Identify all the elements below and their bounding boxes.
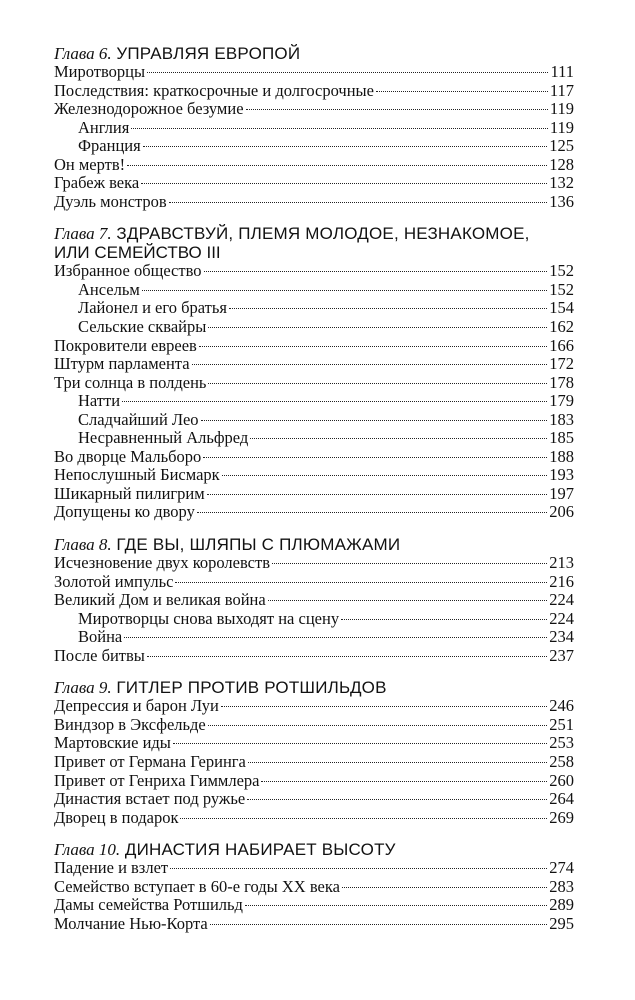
dot-leader xyxy=(229,308,547,309)
page-number: 119 xyxy=(549,117,574,137)
page-number: 132 xyxy=(549,173,574,193)
dot-leader xyxy=(208,725,548,726)
page-number: 274 xyxy=(549,858,574,878)
dot-leader xyxy=(222,475,548,476)
toc-subentry[interactable] xyxy=(54,392,574,411)
toc-entry[interactable] xyxy=(54,772,574,791)
chapter-heading xyxy=(54,44,574,63)
page-number: 188 xyxy=(549,446,574,466)
toc-entry[interactable] xyxy=(54,859,574,878)
toc-entry[interactable] xyxy=(54,448,574,467)
dot-leader xyxy=(210,924,548,925)
entry-title: Виндзор в Эксфельде xyxy=(54,714,206,734)
entry-title: Дамы семейства Ротшильд xyxy=(54,895,243,915)
toc-entry[interactable] xyxy=(54,466,574,485)
entry-title: Непослушный Бисмарк xyxy=(54,465,220,485)
chapter-title: ДИНАСТИЯ НАБИРАЕТ ВЫСОТУ xyxy=(124,840,396,860)
page-number: 224 xyxy=(549,590,574,610)
chapter-heading xyxy=(54,224,574,243)
chapter-section xyxy=(54,224,574,522)
chapter-title-continued: ИЛИ СЕМЕЙСТВО III xyxy=(54,243,221,263)
entry-title: Дворец в подарок xyxy=(54,807,179,827)
toc-subentry[interactable] xyxy=(54,610,574,629)
page-number: 154 xyxy=(549,298,574,318)
chapter-title: УПРАВЛЯЯ ЕВРОПОЙ xyxy=(116,44,301,63)
page-number: 136 xyxy=(549,191,574,211)
entry-title: Сельские сквайры xyxy=(78,317,207,337)
page-number: 283 xyxy=(549,876,574,896)
page-number: 111 xyxy=(550,62,574,81)
dot-leader xyxy=(376,91,548,92)
toc-entry[interactable] xyxy=(54,790,574,809)
dot-leader xyxy=(261,781,547,782)
toc-subentry[interactable] xyxy=(54,429,574,448)
page-number: 183 xyxy=(549,409,574,429)
page-number: 206 xyxy=(549,502,574,522)
toc-entry[interactable] xyxy=(54,647,574,666)
dot-leader xyxy=(131,128,548,129)
dot-leader xyxy=(170,868,547,869)
entry-title: Дуэль монстров xyxy=(54,191,167,211)
entry-title: Шикарный пилигрим xyxy=(54,483,205,503)
toc-subentry[interactable] xyxy=(54,119,574,138)
toc-entry[interactable] xyxy=(54,573,574,592)
page-number: 224 xyxy=(549,608,574,628)
page-number: 166 xyxy=(549,335,574,355)
dot-leader xyxy=(203,457,547,458)
toc-entry[interactable] xyxy=(54,716,574,735)
chapter-label: Глава 9. xyxy=(54,678,112,698)
entry-title: Война xyxy=(78,627,123,647)
entry-title: Натти xyxy=(78,391,121,411)
page-number: 251 xyxy=(549,714,574,734)
toc-subentry[interactable] xyxy=(54,318,574,337)
toc-entry[interactable] xyxy=(54,809,574,828)
dot-leader xyxy=(141,183,547,184)
dot-leader xyxy=(192,364,548,365)
page-number: 197 xyxy=(549,483,574,503)
entry-title: Во дворце Мальборо xyxy=(54,446,202,466)
entry-title: Англия xyxy=(78,117,130,137)
entry-title: Штурм парламента xyxy=(54,354,190,374)
page-number: 178 xyxy=(549,372,574,392)
entry-title: Великий Дом и великая война xyxy=(54,590,266,610)
toc-entry[interactable] xyxy=(54,374,574,393)
dot-leader xyxy=(247,799,547,800)
entry-title: Династия встает под ружье xyxy=(54,789,246,809)
page-number: 216 xyxy=(549,571,574,591)
dot-leader xyxy=(180,818,547,819)
dot-leader xyxy=(221,706,547,707)
entry-title: Он мертв! xyxy=(54,154,126,174)
entry-title: Покровители евреев xyxy=(54,335,197,355)
chapter-section xyxy=(54,840,574,933)
chapter-label: Глава 6. xyxy=(54,44,112,63)
entry-title: Падение и взлет xyxy=(54,858,169,878)
toc-subentry[interactable] xyxy=(54,281,574,300)
page-number: 128 xyxy=(549,154,574,174)
page-number: 185 xyxy=(549,428,574,448)
chapter-title: ГИТЛЕР ПРОТИВ РОТШИЛЬДОВ xyxy=(116,678,387,698)
page-number: 193 xyxy=(549,465,574,485)
page-number: 246 xyxy=(549,696,574,716)
page-number: 269 xyxy=(549,807,574,827)
page-number: 258 xyxy=(549,751,574,771)
table-of-contents xyxy=(54,44,574,946)
chapter-heading xyxy=(54,840,574,859)
page-number: 260 xyxy=(549,770,574,790)
dot-leader xyxy=(147,72,548,73)
entry-title: Исчезновение двух королевств xyxy=(54,553,270,573)
toc-entry[interactable] xyxy=(54,156,574,175)
entry-title: Привет от Германа Геринга xyxy=(54,751,246,771)
page-number: 264 xyxy=(549,789,574,809)
dot-leader xyxy=(208,383,547,384)
chapter-title: ЗДРАВСТВУЙ, ПЛЕМЯ МОЛОДОЕ, НЕЗНАКОМОЕ, xyxy=(116,224,530,244)
dot-leader xyxy=(201,420,548,421)
dot-leader xyxy=(208,327,547,328)
page-number: 152 xyxy=(549,279,574,299)
dot-leader xyxy=(248,762,547,763)
dot-leader xyxy=(341,619,547,620)
dot-leader xyxy=(175,582,547,583)
dot-leader xyxy=(246,109,548,110)
page-number: 295 xyxy=(549,913,574,933)
toc-subentry[interactable] xyxy=(54,137,574,156)
toc-entry[interactable] xyxy=(54,554,574,573)
entry-title: Последствия: краткосрочные и долгосрочные xyxy=(54,80,374,100)
chapter-section xyxy=(54,678,574,827)
page-number: 234 xyxy=(549,627,574,647)
entry-title: Миротворцы снова выходят на сцену xyxy=(78,608,340,628)
toc-entry[interactable] xyxy=(54,174,574,193)
entry-title: Железнодорожное безумие xyxy=(54,99,244,119)
page-number: 237 xyxy=(549,645,574,665)
entry-title: Молчание Нью-Корта xyxy=(54,913,208,933)
entry-title: Мартовские иды xyxy=(54,733,171,753)
entry-title: Миротворцы xyxy=(54,62,146,81)
dot-leader xyxy=(272,563,547,564)
toc-entry[interactable] xyxy=(54,878,574,897)
toc-entry[interactable] xyxy=(54,193,574,212)
entry-title: Три солнца в полдень xyxy=(54,372,207,392)
page-number: 119 xyxy=(549,99,574,119)
entry-title: Золотой импульс xyxy=(54,571,174,591)
entry-title: Избранное общество xyxy=(54,261,202,281)
toc-entry[interactable] xyxy=(54,734,574,753)
entry-title: Грабеж века xyxy=(54,173,140,193)
entry-title: Ансельм xyxy=(78,279,140,299)
chapter-label: Глава 8. xyxy=(54,535,112,555)
toc-subentry[interactable] xyxy=(54,411,574,430)
chapter-label: Глава 7. xyxy=(54,224,112,244)
chapter-heading xyxy=(54,678,574,697)
toc-entry[interactable] xyxy=(54,100,574,119)
page-number: 125 xyxy=(549,136,574,156)
entry-title: После битвы xyxy=(54,645,145,665)
dot-leader xyxy=(268,600,548,601)
entry-title: Несравненный Альфред xyxy=(78,428,249,448)
dot-leader xyxy=(204,271,548,272)
toc-entry[interactable] xyxy=(54,485,574,504)
dot-leader xyxy=(197,512,547,513)
page-number: 172 xyxy=(549,354,574,374)
chapter-heading xyxy=(54,535,574,554)
toc-entry[interactable] xyxy=(54,915,574,934)
dot-leader xyxy=(122,401,547,402)
toc-entry[interactable] xyxy=(54,262,574,281)
toc-entry[interactable] xyxy=(54,63,574,82)
toc-entry[interactable] xyxy=(54,355,574,374)
dot-leader xyxy=(124,637,547,638)
chapter-label: Глава 10. xyxy=(54,840,121,860)
entry-title: Допущены ко двору xyxy=(54,502,195,522)
toc-entry[interactable] xyxy=(54,753,574,772)
dot-leader xyxy=(143,146,548,147)
dot-leader xyxy=(169,202,548,203)
chapter-section xyxy=(54,44,574,211)
chapter-title: ГДЕ ВЫ, ШЛЯПЫ С ПЛЮМАЖАМИ xyxy=(116,535,401,555)
chapter-section xyxy=(54,535,574,665)
dot-leader xyxy=(127,165,547,166)
page-number: 213 xyxy=(549,553,574,573)
dot-leader xyxy=(207,494,548,495)
toc-entry[interactable] xyxy=(54,82,574,101)
entry-title: Франция xyxy=(78,136,141,156)
dot-leader xyxy=(147,656,547,657)
toc-entry[interactable] xyxy=(54,896,574,915)
page-number: 253 xyxy=(549,733,574,753)
dot-leader xyxy=(245,905,547,906)
toc-entry[interactable] xyxy=(54,697,574,716)
page-number: 162 xyxy=(549,317,574,337)
dot-leader xyxy=(173,743,547,744)
page-number: 289 xyxy=(549,895,574,915)
dot-leader xyxy=(142,290,547,291)
toc-subentry[interactable] xyxy=(54,299,574,318)
dot-leader xyxy=(250,438,547,439)
entry-title: Лайонел и его братья xyxy=(78,298,227,318)
toc-entry[interactable] xyxy=(54,337,574,356)
entry-title: Сладчайший Лео xyxy=(78,409,199,429)
entry-title: Депрессия и барон Луи xyxy=(54,696,219,716)
toc-entry[interactable] xyxy=(54,503,574,522)
entry-title: Привет от Генриха Гиммлера xyxy=(54,770,260,790)
dot-leader xyxy=(342,887,547,888)
page-number: 152 xyxy=(549,261,574,281)
page-number: 117 xyxy=(549,80,574,100)
toc-subentry[interactable] xyxy=(54,628,574,647)
dot-leader xyxy=(199,346,547,347)
toc-entry[interactable] xyxy=(54,591,574,610)
entry-title: Семейство вступает в 60-е годы XX века xyxy=(54,876,340,896)
page-number: 179 xyxy=(549,391,574,411)
